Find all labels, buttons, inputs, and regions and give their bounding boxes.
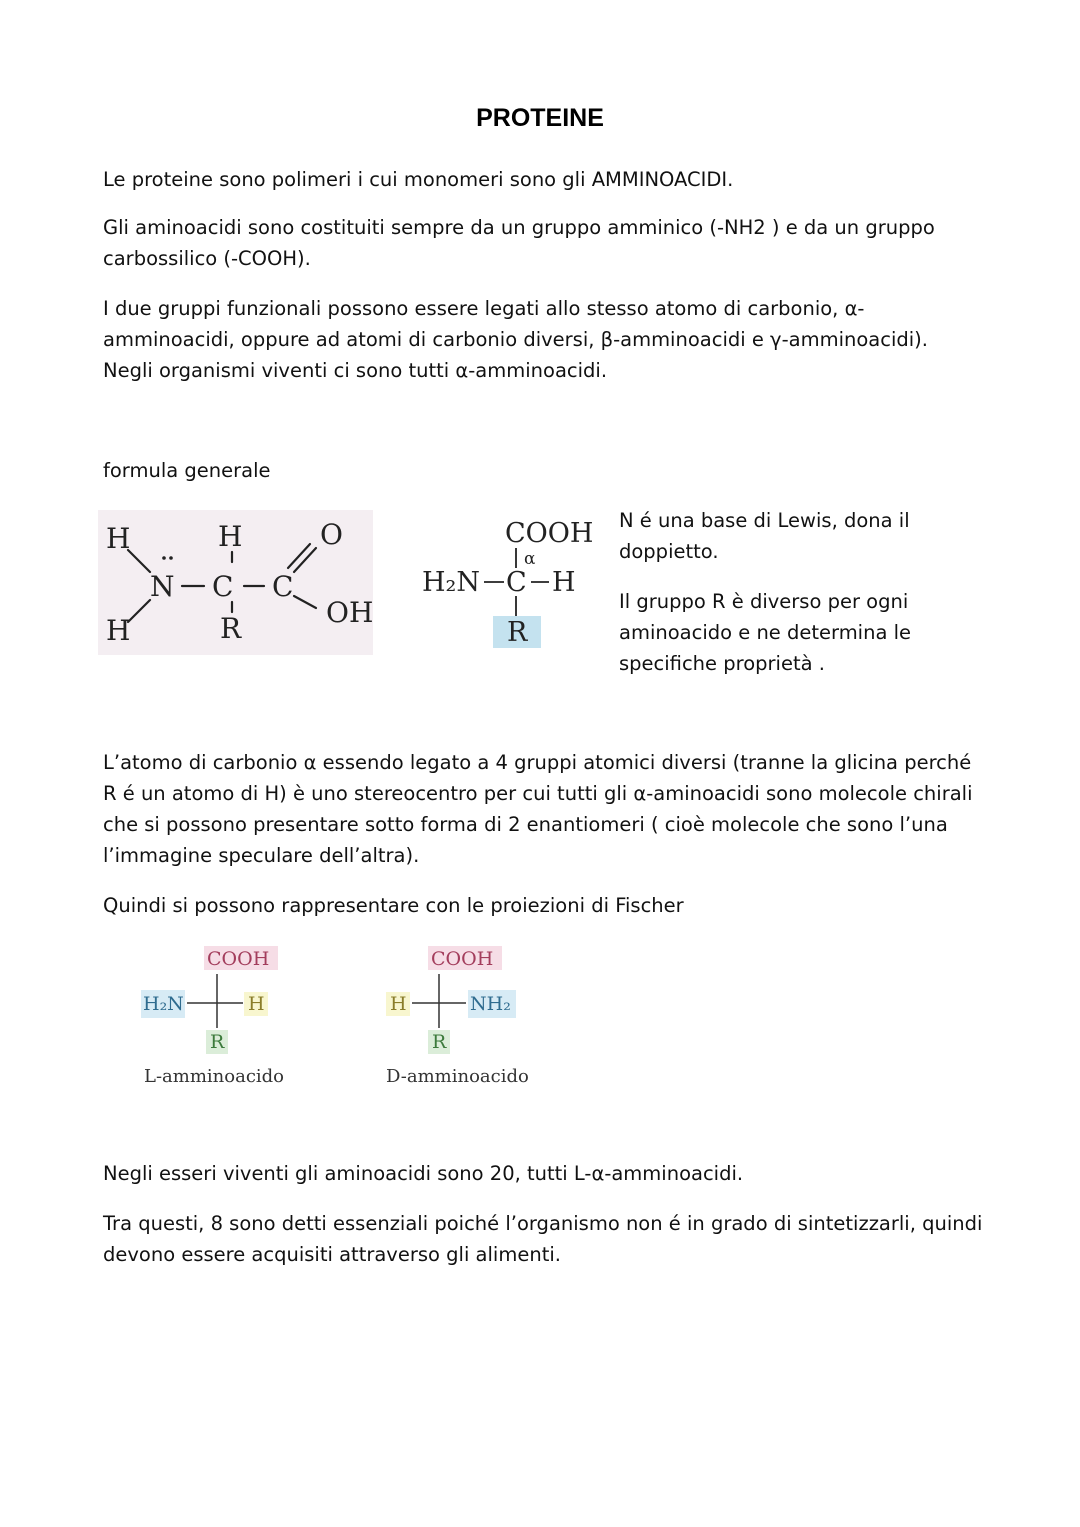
r-group-label: R — [220, 612, 242, 645]
hydrogen-label: H — [218, 520, 243, 553]
fischer-d-amino-acid — [384, 942, 544, 1092]
fischer-bottom-label: R — [210, 1031, 225, 1053]
fischer-caption: L-amminoacido — [144, 1066, 285, 1087]
page-title: PROTEINE — [476, 104, 604, 132]
paragraph-groups: Gli aminoacidi sono costituiti sempre da un gruppo amminico (-NH2 ) e da un gruppo carbossilico (-COOH). — [103, 216, 935, 270]
hydrogen-label: H — [106, 522, 131, 555]
paragraph-fischer: Quindi si possono rappresentare con le proiezioni di Fischer — [103, 894, 684, 917]
fischer-l-amino-acid — [138, 942, 298, 1092]
carbon-label: C — [212, 570, 234, 603]
paragraph-intro: Le proteine sono polimeri i cui monomeri sono gli AMMINOACIDI. — [103, 168, 734, 191]
hydrogen-label: H — [106, 614, 131, 647]
paragraph-alpha-beta: I due gruppi funzionali possono essere legati allo stesso atomo di carbonio, α-amminoacidi, oppure ad atomi di carbonio diversi, β-amminoacidi e γ-amminoacidi). Negli organismi viventi ci sono tutti α-amminoacidi. — [103, 297, 928, 382]
r-group-label: R — [507, 617, 528, 648]
alpha-symbol: α — [524, 549, 536, 569]
fischer-top-label: COOH — [207, 948, 270, 970]
fischer-left-label: H — [390, 993, 407, 1015]
nitrogen-label: N — [150, 570, 175, 603]
paragraph-twenty-amino-acids: Negli esseri viventi gli aminoacidi sono 20, tutti L-α-amminoacidi. — [103, 1162, 744, 1185]
carboxyl-label: COOH — [505, 518, 594, 549]
printed-amino-acid-structure — [418, 512, 608, 652]
amine-label: H₂N — [422, 567, 480, 598]
paragraph-essential: Tra questi, 8 sono detti essenziali poiché l’organismo non é in grado di sintetizzarli, quindi devono essere acquisiti attraverso gli alimenti. — [103, 1212, 983, 1266]
fischer-left-label: H₂N — [143, 993, 184, 1015]
formula-heading: formula generale — [103, 459, 271, 482]
fischer-bottom-label: R — [432, 1031, 447, 1053]
fischer-right-label: NH₂ — [470, 993, 511, 1015]
oxygen-label: O — [320, 518, 343, 551]
side-note-r-group: Il gruppo R è diverso per ogni aminoacido e ne determina le specifiche proprietà . — [619, 590, 912, 675]
carbon-label: C — [272, 570, 294, 603]
hydrogen-label: H — [552, 567, 576, 598]
side-note-lewis: N é una base di Lewis, dona il doppietto. — [619, 509, 910, 563]
handwritten-amino-acid-structure — [98, 510, 373, 655]
fischer-top-label: COOH — [431, 948, 494, 970]
alpha-carbon-label: C — [506, 567, 527, 598]
paragraph-chirality: L’atomo di carbonio α essendo legato a 4 gruppi atomici diversi (tranne la glicina perché R é un atomo di H) è uno stereocentro per cui tutti gli α-aminoacidi sono molecole chirali che si possono presentare sotto forma di 2 enantiomeri ( cioè molecole che sono l’una l’immagine speculare dell’altra). — [103, 751, 973, 867]
hydroxyl-label: OH — [326, 596, 373, 629]
fischer-right-label: H — [248, 993, 265, 1015]
fischer-caption: D-amminoacido — [386, 1066, 529, 1087]
